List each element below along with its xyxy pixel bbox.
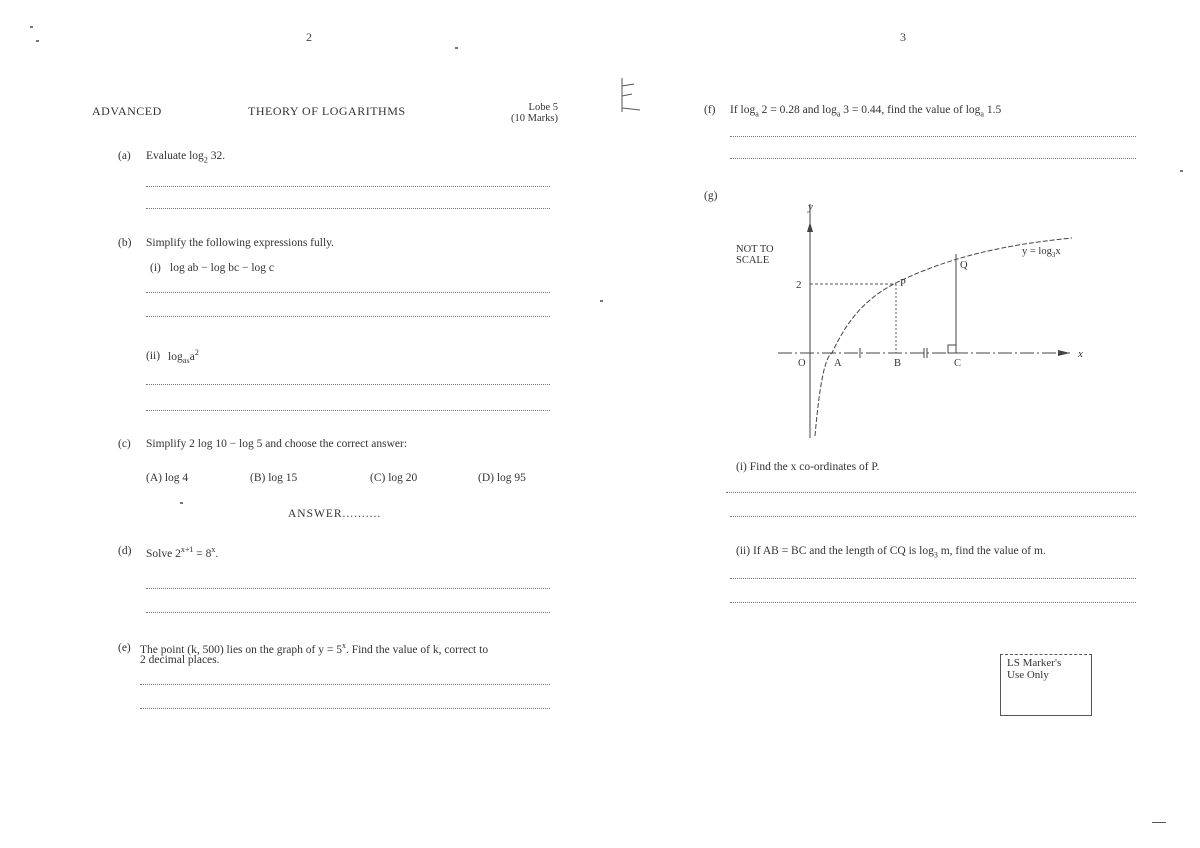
y-axis-label: y bbox=[808, 201, 813, 213]
markers-use-box bbox=[1000, 654, 1092, 716]
question-f-text: If $\log_a 2 = 0.28$ and $\log_a 3 = 0.44$, find the value of $\log_a 1.5$ bbox=[730, 104, 1002, 119]
scan-mark bbox=[1152, 822, 1166, 823]
question-d-text: Solve $2^{x+1} = 8^x$. bbox=[146, 545, 219, 560]
answer-line[interactable] bbox=[146, 612, 550, 613]
answer-line[interactable] bbox=[146, 208, 550, 209]
question-f-label: (f) bbox=[704, 104, 716, 116]
point-c-label: C bbox=[954, 358, 962, 369]
right-angle-mark bbox=[948, 345, 956, 353]
question-e-label: (e) bbox=[118, 642, 131, 654]
question-b-text: Simplify the following expressions fully. bbox=[146, 237, 335, 249]
answer-field[interactable]: ANSWER.......... bbox=[288, 508, 382, 520]
option-a[interactable]: (A) log 4 bbox=[146, 472, 189, 484]
question-c-label: (c) bbox=[118, 438, 131, 450]
answer-line[interactable] bbox=[140, 708, 550, 709]
option-b[interactable]: (B) log 15 bbox=[250, 472, 298, 484]
markers-box-line2: Use Only bbox=[1007, 669, 1049, 681]
x-axis-label: x bbox=[1078, 348, 1083, 360]
answer-line[interactable] bbox=[730, 578, 1136, 579]
question-b-ii-label: (ii) bbox=[146, 350, 161, 362]
answer-line[interactable] bbox=[146, 410, 550, 411]
question-d-label: (d) bbox=[118, 545, 132, 557]
log-graph bbox=[760, 198, 1100, 448]
answer-line[interactable] bbox=[730, 602, 1136, 603]
question-g-i: (i) Find the x co-ordinates of P. bbox=[736, 461, 880, 473]
question-g-label: (g) bbox=[704, 190, 718, 202]
header-title: THEORY OF LOGARITHMS bbox=[248, 104, 406, 118]
question-c-text: Simplify 2 log 10 − log 5 and choose the correct answer: bbox=[146, 438, 408, 450]
answer-line[interactable] bbox=[730, 136, 1136, 137]
option-d[interactable]: (D) log 95 bbox=[478, 472, 526, 484]
answer-line[interactable] bbox=[146, 316, 550, 317]
question-b-label: (b) bbox=[118, 237, 132, 249]
scan-speck bbox=[1180, 170, 1183, 172]
point-p-label: P bbox=[900, 278, 906, 289]
question-g-ii: (ii) If AB = BC and the length of CQ is $\log_3 m$, find the value of m. bbox=[736, 545, 1046, 560]
header-code-line1: Lobe 5 bbox=[528, 102, 558, 113]
header-code-line2: (10 Marks) bbox=[511, 113, 558, 124]
answer-line[interactable] bbox=[146, 588, 550, 589]
not-to-scale-line1: NOT TO bbox=[736, 244, 774, 255]
right-page-number: 3 bbox=[900, 30, 906, 44]
markers-box-line1: LS Marker's bbox=[1007, 657, 1062, 669]
answer-line[interactable] bbox=[730, 516, 1136, 517]
point-b-label: B bbox=[894, 358, 902, 369]
answer-line[interactable] bbox=[146, 292, 550, 293]
option-c[interactable]: (C) log 20 bbox=[370, 472, 418, 484]
left-page-number: 2 bbox=[306, 30, 312, 44]
answer-line[interactable] bbox=[726, 492, 1136, 493]
question-a-label: (a) bbox=[118, 150, 131, 162]
question-e-line1: The point (k, 500) lies on the graph of $y = 5^x$. Find the value of k, correct to bbox=[140, 641, 489, 656]
scan-speck bbox=[30, 26, 33, 28]
y-tick-2: 2 bbox=[796, 279, 802, 291]
log-curve bbox=[815, 238, 1072, 436]
point-q-label: Q bbox=[960, 260, 968, 271]
scan-speck bbox=[180, 502, 183, 504]
answer-line[interactable] bbox=[146, 384, 550, 385]
scan-speck bbox=[455, 47, 458, 49]
scan-speck bbox=[36, 40, 39, 42]
question-b-ii-text: $\log_{ax}a^2$ bbox=[168, 348, 199, 366]
header-code bbox=[508, 102, 558, 124]
scan-speck bbox=[600, 300, 603, 302]
point-o-label: O bbox=[798, 358, 806, 369]
y-axis-arrow bbox=[807, 222, 813, 232]
answer-line[interactable] bbox=[730, 158, 1136, 159]
question-b-i-label: (i) bbox=[150, 262, 161, 274]
question-e-line2: 2 decimal places. bbox=[140, 654, 220, 666]
curve-label: $y = \log_3x$ bbox=[1022, 246, 1061, 259]
point-a-label: A bbox=[834, 358, 842, 369]
answer-line[interactable] bbox=[140, 684, 550, 685]
not-to-scale-line2: SCALE bbox=[736, 255, 770, 266]
x-axis-arrow bbox=[1058, 350, 1070, 356]
stamp-mark bbox=[618, 76, 644, 116]
question-a-text: Evaluate $\log_2 32$. bbox=[146, 150, 226, 165]
answer-line[interactable] bbox=[146, 186, 550, 187]
question-b-i-text: log ab − log bc − log c bbox=[170, 262, 274, 274]
header-level: ADVANCED bbox=[92, 104, 162, 118]
